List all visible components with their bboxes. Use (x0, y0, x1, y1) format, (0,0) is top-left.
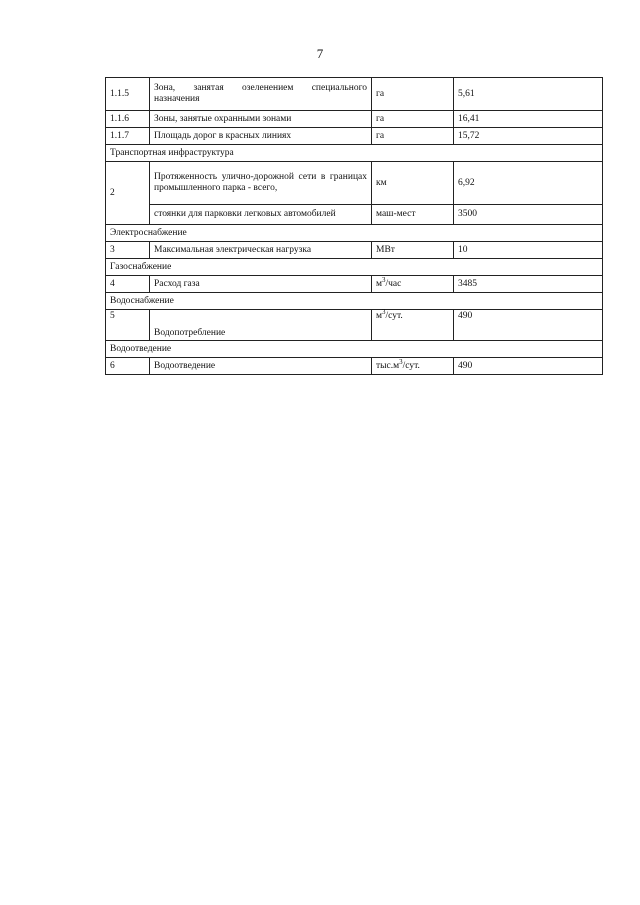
row-number: 5 (106, 310, 150, 341)
section-title: Водоотведение (106, 341, 603, 358)
indicator-name: Площадь дорог в красных линиях (150, 128, 372, 145)
table-row (106, 78, 603, 111)
indicator-name: Протяженность улично-дорожной сети в границах промышленного парка - всего, (150, 162, 372, 205)
table-row (106, 242, 603, 259)
unit-base: м (376, 311, 383, 321)
section-row (106, 259, 603, 276)
row-number: 4 (106, 276, 150, 293)
value: 3500 (454, 205, 603, 225)
section-row (106, 293, 603, 310)
unit-base: м (376, 278, 383, 289)
indicator-name: Водоотведение (150, 358, 372, 375)
value: 3485 (454, 276, 603, 293)
section-title: Транспортная инфраструктура (106, 145, 603, 162)
value: 490 (454, 358, 603, 375)
indicators-table (105, 77, 603, 375)
unit: га (372, 111, 454, 128)
table-row (106, 128, 603, 145)
row-number: 1.1.5 (106, 78, 150, 111)
indicator-name: Зона, занятая озеленением специального назначения (150, 78, 372, 111)
row-number: 1.1.7 (106, 128, 150, 145)
section-row (106, 225, 603, 242)
value: 6,92 (454, 162, 603, 205)
table-row (106, 162, 603, 205)
unit-rest: /сут. (402, 360, 420, 371)
section-title: Электроснабжение (106, 225, 603, 242)
indicator-name: Водопотребление (150, 310, 372, 341)
row-number: 2 (106, 162, 150, 225)
row-number: 1.1.6 (106, 111, 150, 128)
unit-exponent: 3 (382, 307, 386, 316)
section-title: Водоснабжение (106, 293, 603, 310)
table-row (106, 358, 603, 375)
unit-rest: /час (385, 278, 402, 289)
table-row (106, 276, 603, 293)
unit-rest: /сут. (385, 311, 403, 321)
indicator-name: Зоны, занятые охранными зонами (150, 111, 372, 128)
value: 15,72 (454, 128, 603, 145)
unit: МВт (372, 242, 454, 259)
section-row (106, 341, 603, 358)
row-number: 6 (106, 358, 150, 375)
value: 10 (454, 242, 603, 259)
section-row (106, 145, 603, 162)
indicator-name: стоянки для парковки легковых автомобилей (150, 205, 372, 225)
unit (372, 307, 454, 341)
unit: га (372, 128, 454, 145)
page-number: 7 (316, 46, 324, 61)
value: 490 (454, 310, 603, 341)
row-number: 3 (106, 242, 150, 259)
unit: км (372, 162, 454, 205)
unit: га (372, 78, 454, 111)
unit-exponent: 3 (382, 275, 386, 284)
unit (372, 358, 454, 375)
value: 5,61 (454, 78, 603, 111)
unit-base: тыс.м (376, 360, 400, 371)
unit: маш-мест (372, 205, 454, 225)
unit (372, 276, 454, 293)
table-row (106, 111, 603, 128)
section-title: Газоснабжение (106, 259, 603, 276)
table-row (106, 205, 603, 225)
value: 16,41 (454, 111, 603, 128)
table-row (106, 310, 603, 341)
indicator-name: Расход газа (150, 276, 372, 293)
unit-exponent: 3 (399, 357, 403, 366)
indicator-name: Максимальная электрическая нагрузка (150, 242, 372, 259)
